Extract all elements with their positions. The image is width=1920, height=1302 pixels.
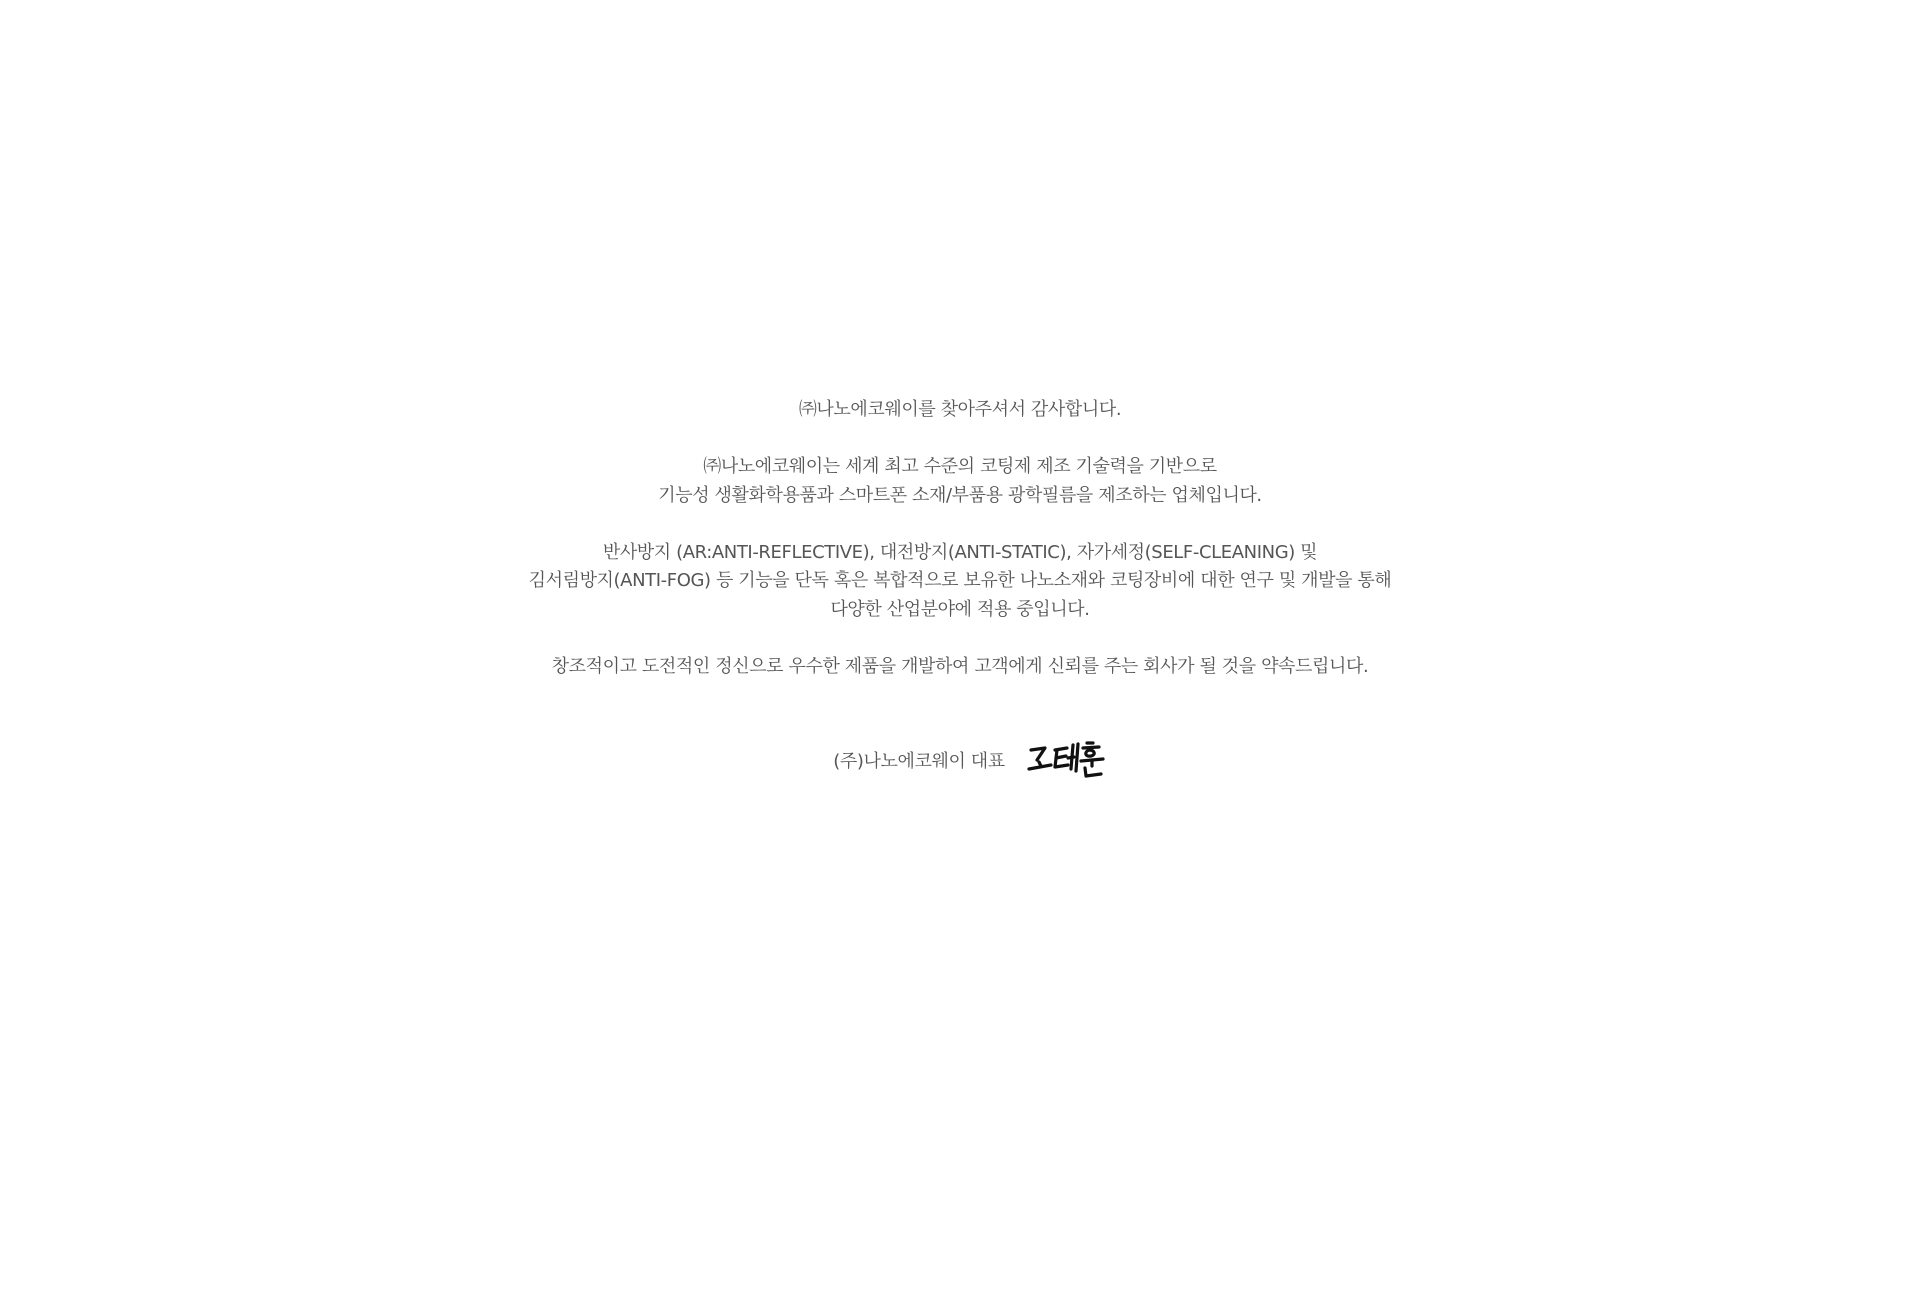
- paragraph-spacer: [0, 425, 1920, 454]
- signature-row: [0, 736, 1920, 784]
- greeting-line-research: 김서림방지(ANTI-FOG) 등 기능을 단독 혹은 복합적으로 보유한 나노소재와 코팅장비에 대한 연구 및 개발을 통해: [528, 570, 1392, 591]
- ceo-title: (주)나노에코웨이 대표: [833, 751, 1005, 772]
- paragraph-spacer: [0, 510, 1920, 539]
- greeting-line-thanks: ㈜나노에코웨이를 찾아주셔서 감사합니다.: [798, 399, 1122, 420]
- greeting-line-products: 기능성 생활화학용품과 스마트폰 소재/부품용 광학필름을 제조하는 업체입니다.: [658, 484, 1262, 506]
- paragraph-spacer: [0, 624, 1920, 653]
- greeting-message: [0, 396, 1920, 681]
- greeting-line-industry: 다양한 산업분야에 적용 중입니다.: [830, 598, 1090, 620]
- greeting-line-functions: 반사방지 (AR:ANTI-REFLECTIVE), 대전방지(ANTI-STATIC), 자가세정(SELF-CLEANING) 및: [602, 541, 1318, 563]
- greeting-line-promise: 창조적이고 도전적인 정신으로 우수한 제품을 개발하여 고객에게 신뢰를 주는 회사가 될 것을 약속드립니다.: [551, 655, 1369, 677]
- greeting-line-intro: ㈜나노에코웨이는 세계 최고 수준의 코팅제 제조 기술력을 기반으로: [703, 456, 1217, 477]
- handwritten-signature: [1027, 738, 1109, 782]
